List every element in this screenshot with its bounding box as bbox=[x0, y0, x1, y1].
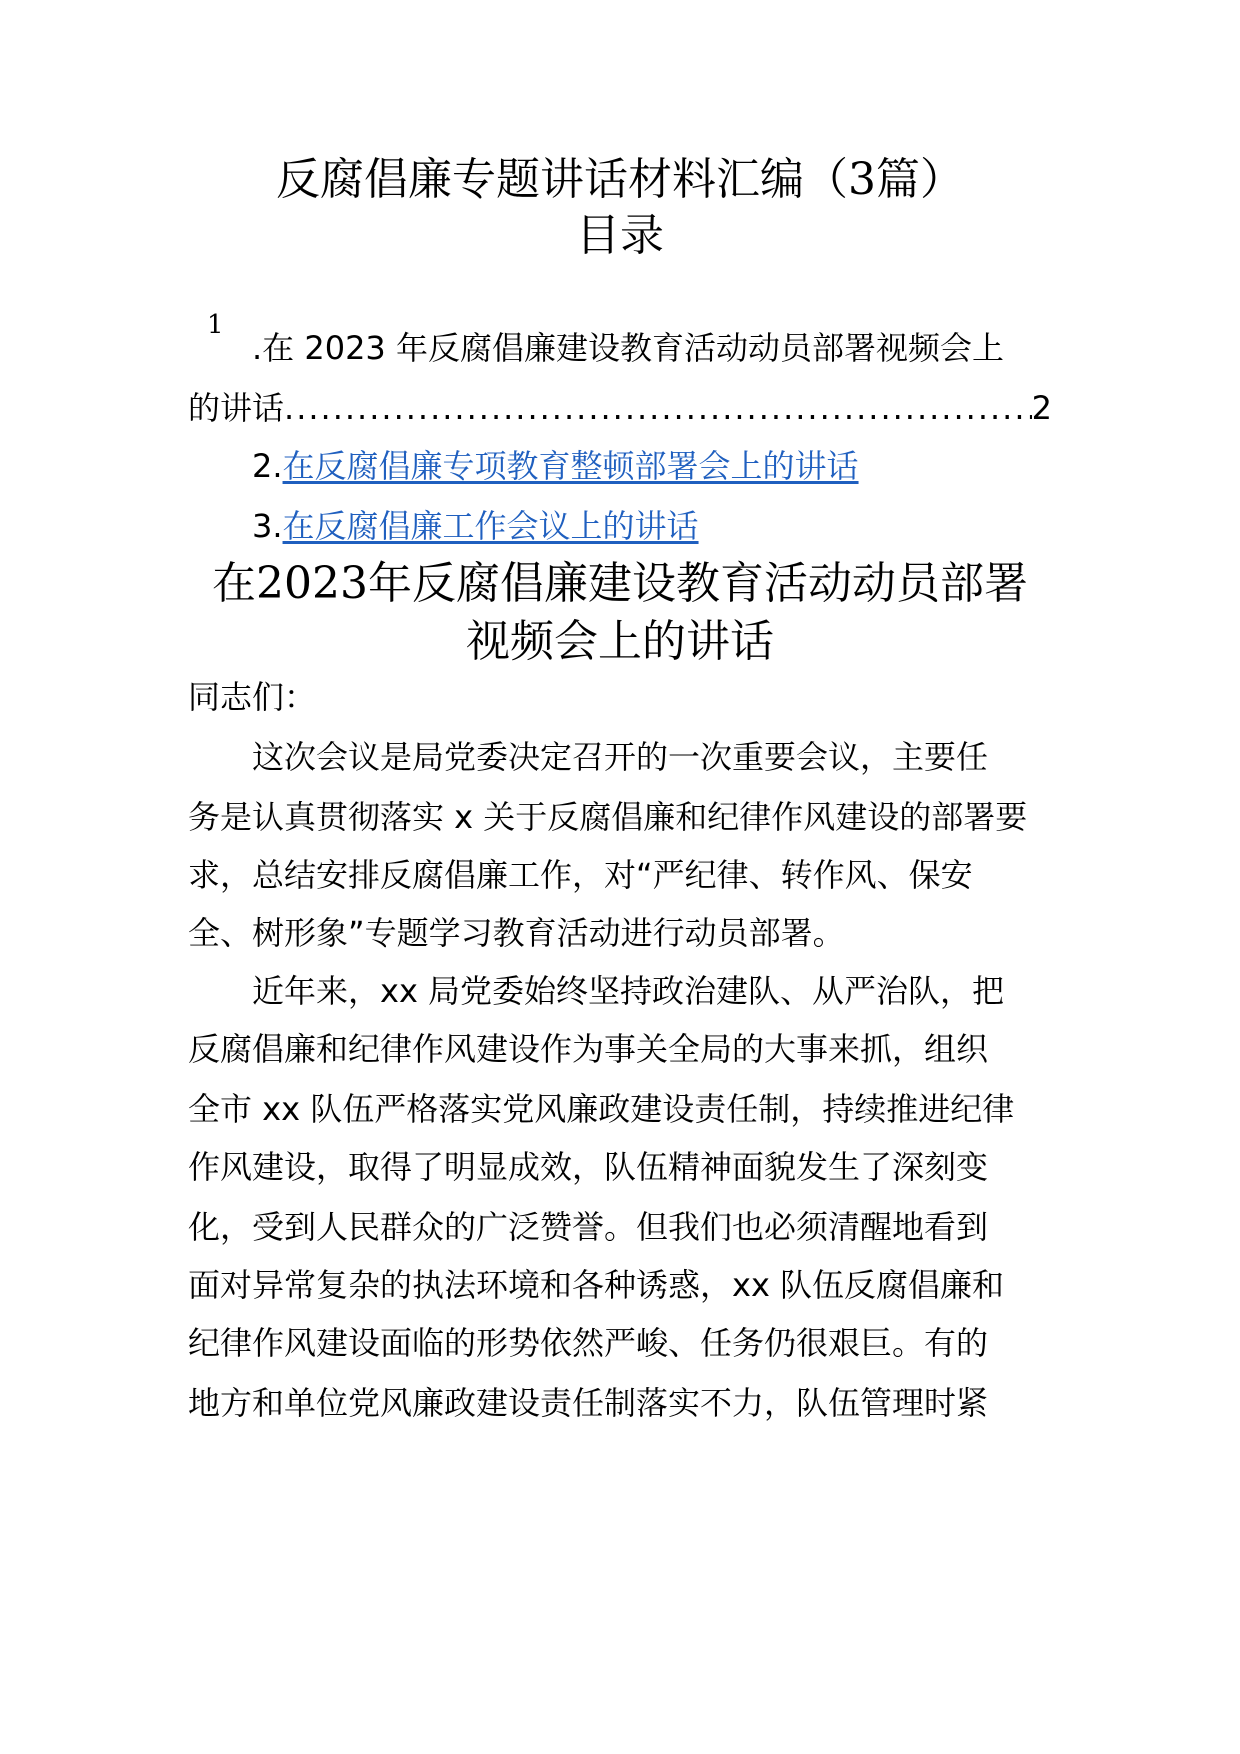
salutation: 同志们： bbox=[188, 678, 317, 716]
body-line: 全、树形象”专题学习教育活动进行动员部署。 bbox=[188, 914, 845, 952]
body-line: 这次会议是局党委决定召开的一次重要会议，主要任 bbox=[252, 738, 989, 776]
toc-item-1-page: 2 bbox=[1031, 389, 1052, 427]
toc-marker: 1 bbox=[207, 310, 224, 340]
body-line: 反腐倡廉和纪律作风建设作为事关全局的大事来抓，组织 bbox=[188, 1030, 989, 1068]
toc-item-3-number: 3. bbox=[252, 507, 283, 545]
body-line: 务是认真贯彻落实 x 关于反腐倡廉和纪律作风建设的部署要 bbox=[188, 798, 1028, 836]
toc-item-3-link[interactable]: 在反腐倡廉工作会议上的讲话 bbox=[282, 507, 699, 545]
document-title: 反腐倡廉专题讲话材料汇编（3篇） bbox=[276, 154, 964, 205]
body-line: 化，受到人民群众的广泛赞誉。但我们也必须清醒地看到 bbox=[188, 1208, 989, 1246]
body-line: 全市 xx 队伍严格落实党风廉政建设责任制，持续推进纪律 bbox=[188, 1090, 1015, 1128]
toc-item-1-line-2[interactable] bbox=[188, 386, 1052, 430]
toc-item-2-link[interactable]: 在反腐倡廉专项教育整顿部署会上的讲话 bbox=[282, 447, 859, 485]
toc-item-2 bbox=[252, 444, 1052, 488]
toc-item-2-number: 2. bbox=[252, 447, 283, 485]
toc-item-1-tail: 的讲话 bbox=[188, 389, 285, 427]
body-line: 近年来，xx 局党委始终坚持政治建队、从严治队，把 bbox=[252, 972, 1005, 1010]
body-line: 地方和单位党风廉政建设责任制落实不力，队伍管理时紧 bbox=[188, 1384, 989, 1422]
toc-item-1-line-1[interactable]: .在 2023 年反腐倡廉建设教育活动动员部署视频会上 bbox=[252, 329, 1004, 367]
section-title-line-2: 视频会上的讲话 bbox=[466, 616, 774, 667]
body-line: 求，总结安排反腐倡廉工作，对“严纪律、转作风、保安 bbox=[188, 856, 973, 894]
toc-leader-dots bbox=[284, 386, 1032, 430]
body-line: 纪律作风建设面临的形势依然严峻、任务仍很艰巨。有的 bbox=[188, 1324, 989, 1362]
body-line: 作风建设，取得了明显成效，队伍精神面貌发生了深刻变 bbox=[188, 1148, 989, 1186]
toc-item-3 bbox=[252, 504, 1052, 548]
section-title-line-1: 在2023年反腐倡廉建设教育活动动员部署 bbox=[212, 558, 1028, 609]
body-line: 面对异常复杂的执法环境和各种诱惑，xx 队伍反腐倡廉和 bbox=[188, 1266, 1005, 1304]
toc-heading: 目录 bbox=[576, 210, 664, 261]
